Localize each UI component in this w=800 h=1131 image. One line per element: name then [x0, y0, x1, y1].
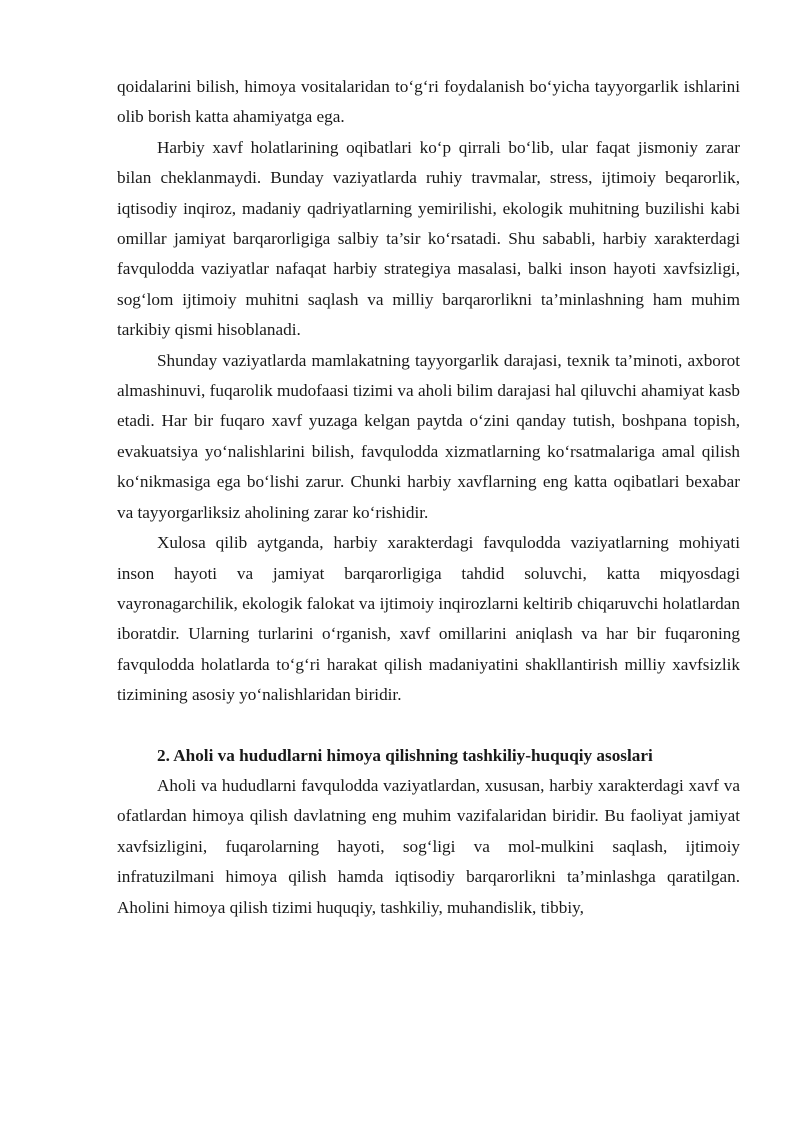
- paragraph-continuation: qoidalarini bilish, himoya vositalaridan to‘g‘ri foydalanish bo‘yicha tayyorgarlik ishlarini olib borish katta ahamiyatga ega.: [117, 77, 740, 127]
- paragraph-preparedness: Shunday vaziyatlarda mamlakatning tayyorgarlik darajasi, texnik ta’minoti, axborot almashinuvi, fuqarolik mudofaasi tizimi va aholi bilim darajasi hal qiluvchi ahamiyat kasb etadi. Har bir fuqaro xavf yuzaga kelgan paytda o‘zini qanday tutish, boshpana topish, evakuatsiya yo‘nalishlarini bilish, favqulodda xizmatlarning ko‘rsatmalariga amal qilish ko‘nikmasiga ega bo‘lishi zarur. Chunki harbiy xavflarning eng katta oqibatlari bexabar va tayyorgarliksiz aholining zarar ko‘rishidir.: [117, 350, 740, 522]
- section-heading: 2. Aholi va hududlarni himoya qilishning tashkiliy-huquqiy asoslari: [157, 745, 653, 765]
- paragraph-section-intro: Aholi va hududlarni favqulodda vaziyatlardan, xususan, harbiy xarakterdagi xavf va ofatlardan himoya qilish davlatning eng muhim vazifalaridan biridir. Bu faoliyat jamiyat xavfsizligini, fuqarolarning hayoti, sog‘ligi va mol-mulkini saqlash, ijtimoiy infratuzilmani himoya qilish hamda iqtisodiy barqarorlikni ta’minlashga qaratilgan. Aholini himoya qilish tizimi huquqiy, tashkiliy, muhandislik, tibbiy,: [117, 775, 740, 917]
- document-body: [117, 72, 740, 923]
- paragraph-conclusion: Xulosa qilib aytganda, harbiy xarakterdagi favqulodda vaziyatlarning mohiyati inson hayoti va jamiyat barqarorligiga tahdid soluvchi, katta miqyosdagi vayronagarchilik, ekologik falokat va ijtimoiy inqirozlarni keltirib chiqaruvchi holatlardan iboratdir. Ularning turlarini o‘rganish, xavf omillarini aniqlash va har bir fuqaroning favqulodda holatlarda to‘g‘ri harakat qilish madaniyatini shakllantirish milliy xavfsizlik tizimining asosiy yo‘nalishlaridan biridir.: [117, 533, 740, 705]
- paragraph-consequences: Harbiy xavf holatlarining oqibatlari ko‘p qirrali bo‘lib, ular faqat jismoniy zarar bilan cheklanmaydi. Bunday vaziyatlarda ruhiy travmalar, stress, ijtimoiy beqarorlik, iqtisodiy inqiroz, madaniy qadriyatlarning yemirilishi, ekologik muhitning buzilishi kabi omillar jamiyat barqarorligiga salbiy ta’sir ko‘rsatadi. Shu sababli, harbiy xarakterdagi favqulodda vaziyatlar nafaqat harbiy strategiya masalasi, balki inson hayoti xavfsizligi, sog‘lom ijtimoiy muhitni saqlash va milliy barqarorlikni ta’minlashning ham muhim tarkibiy qismi hisoblanadi.: [117, 137, 740, 340]
